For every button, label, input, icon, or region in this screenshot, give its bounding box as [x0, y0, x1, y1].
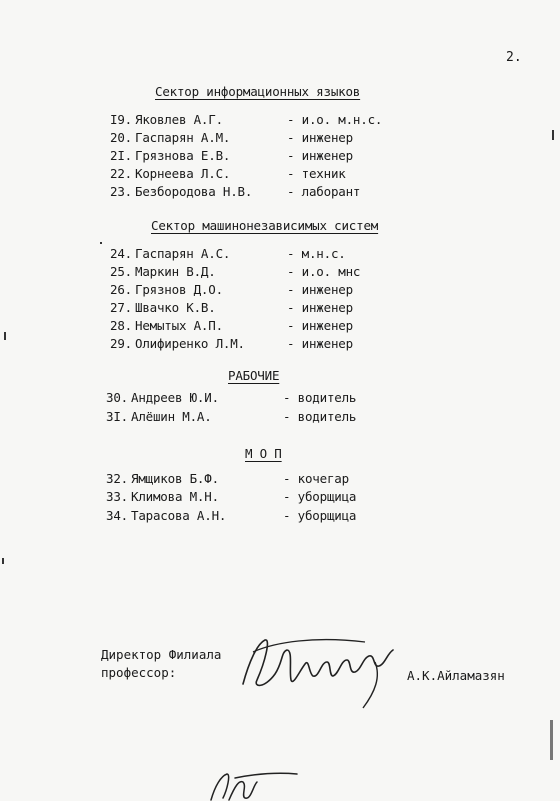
staff-name: Олифиренко Л.М.	[135, 336, 245, 351]
row-number: 3I.	[106, 409, 128, 424]
staff-role: - инженер	[287, 148, 353, 163]
staff-name: Швачко К.В.	[135, 300, 216, 315]
staff-role: - и.о. м.н.с.	[287, 112, 383, 127]
row-number: 25.	[110, 264, 132, 279]
staff-name: Тарасова А.Н.	[131, 508, 227, 523]
staff-name: Грязнов Д.О.	[135, 282, 223, 297]
row-number: 34.	[106, 508, 128, 523]
row-number: 32.	[106, 471, 128, 486]
staff-role: - инженер	[287, 282, 353, 297]
staff-name: Ямщиков Б.Ф.	[131, 471, 219, 486]
row-number: 27.	[110, 300, 132, 315]
section-heading-information-languages: Сектор информационных языков	[155, 84, 361, 99]
staff-name: Климова М.Н.	[131, 489, 219, 504]
staff-role: - инженер	[287, 130, 353, 145]
row-number: 26.	[110, 282, 132, 297]
section-heading-workers: РАБОЧИЕ	[228, 368, 280, 383]
scan-edge-mark	[550, 720, 553, 760]
staff-role: - инженер	[287, 300, 353, 315]
row-number: 22.	[110, 166, 132, 181]
signatory-name: А.К.Айламазян	[407, 668, 505, 683]
signatory-rank: профессор:	[101, 665, 177, 680]
scan-mark	[2, 558, 4, 564]
staff-role: - м.н.с.	[287, 246, 346, 261]
staff-role: - уборщица	[283, 489, 357, 504]
staff-name: Корнеева Л.С.	[135, 166, 231, 181]
staff-role: - и.о. мнс	[287, 264, 361, 279]
staff-name: Маркин В.Д.	[135, 264, 216, 279]
signatory-title: Директор Филиала	[101, 647, 222, 662]
staff-role: - инженер	[287, 336, 353, 351]
section-heading-machine-independent-systems: Сектор машинонезависимых систем	[151, 218, 379, 233]
staff-name: Грязнова Е.В.	[135, 148, 231, 163]
staff-name: Яковлев А.Г.	[135, 112, 223, 127]
staff-name: Алёшин М.А.	[131, 409, 212, 424]
row-number: 28.	[110, 318, 132, 333]
staff-role: - техник	[287, 166, 346, 181]
row-number: 23.	[110, 184, 132, 199]
staff-name: Гаспарян А.С.	[135, 246, 231, 261]
row-number: 30.	[106, 390, 128, 405]
row-number: 29.	[110, 336, 132, 351]
staff-role: - лаборант	[287, 184, 361, 199]
staff-role: - водитель	[283, 390, 357, 405]
scan-dot	[100, 242, 102, 244]
section-heading-junior-service-staff: М О П	[245, 446, 282, 461]
staff-name: Безбородова Н.В.	[135, 184, 253, 199]
staff-role: - кочегар	[283, 471, 349, 486]
row-number: 24.	[110, 246, 132, 261]
scan-mark	[4, 332, 6, 340]
staff-name: Немытых А.П.	[135, 318, 223, 333]
handwritten-signature	[235, 622, 405, 717]
scan-mark	[552, 130, 554, 140]
partial-signature	[205, 770, 305, 801]
staff-role: - инженер	[287, 318, 353, 333]
page-number: 2.	[506, 50, 522, 65]
row-number: I9.	[110, 112, 132, 127]
row-number: 2I.	[110, 148, 132, 163]
row-number: 20.	[110, 130, 132, 145]
staff-name: Андреев Ю.И.	[131, 390, 219, 405]
row-number: 33.	[106, 489, 128, 504]
staff-role: - водитель	[283, 409, 357, 424]
staff-name: Гаспарян А.М.	[135, 130, 231, 145]
staff-role: - уборщица	[283, 508, 357, 523]
